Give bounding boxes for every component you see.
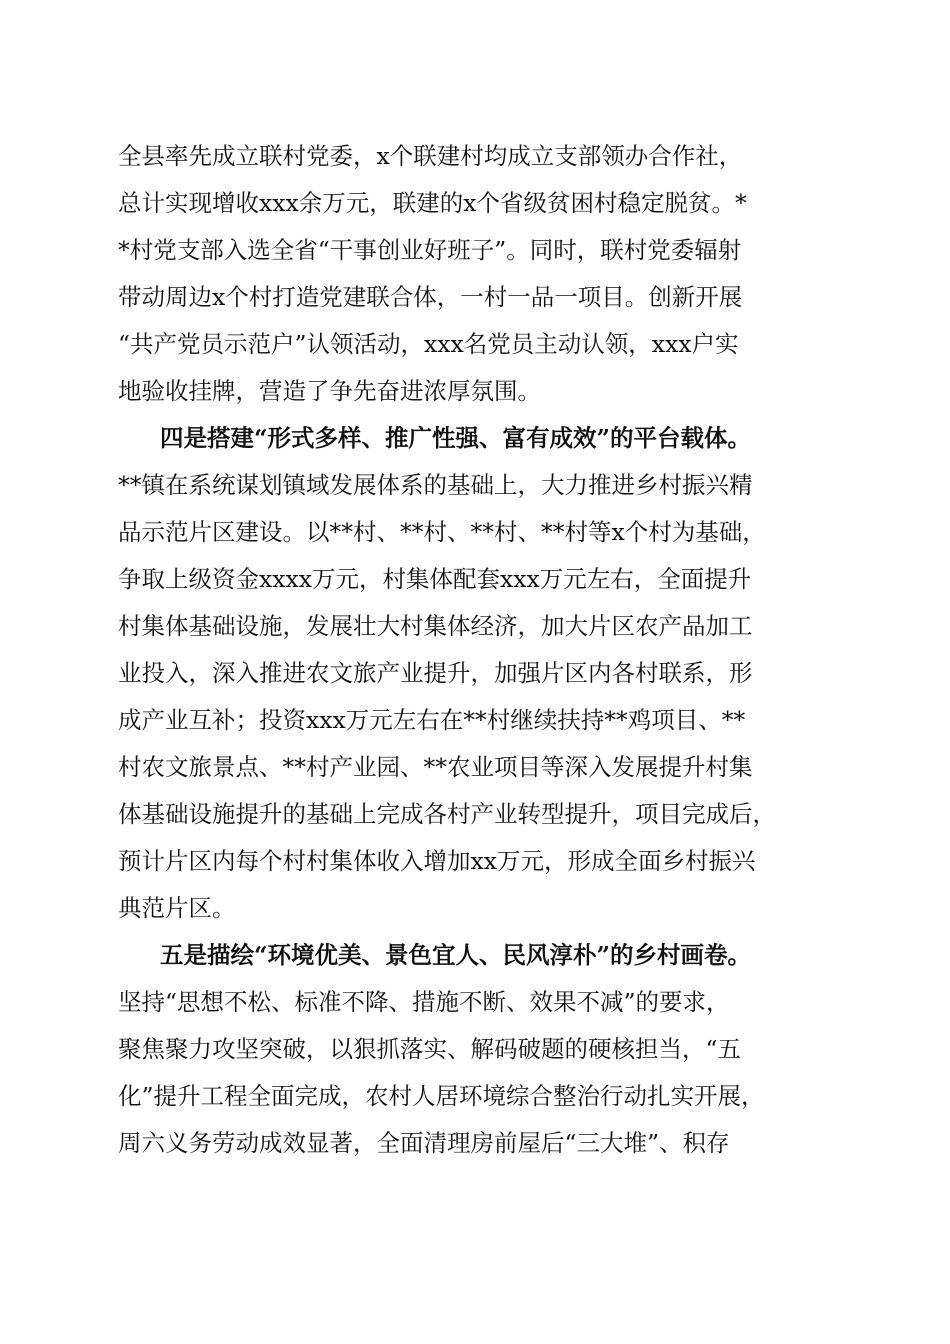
text-line: 品示范片区建设。以**村、**村、**村、**村等x个村为基础， (118, 518, 766, 546)
text-line: 预计片区内每个村村集体收入增加xx万元，形成全面乡村振兴 (118, 847, 756, 875)
text-line: 坚持“思想不松、标准不降、措施不断、效果不减”的要求， (118, 988, 730, 1016)
text-line: *村党支部入选全省“干事创业好班子”。同时，联村党委辐射 (118, 236, 742, 264)
text-line: 周六义务劳动成效显著，全面清理房前屋后“三大堆”、积存 (118, 1129, 730, 1157)
text-line: 典范片区。 (118, 894, 236, 922)
text-line: 争取上级资金xxxx万元，村集体配套xxx万元左右，全面提升 (118, 565, 752, 593)
section-heading-4: 四是搭建“形式多样、推广性强、富有成效”的平台载体。 (160, 424, 752, 452)
text-line: 地验收挂牌，营造了争先奋进浓厚氛围。 (118, 377, 541, 405)
text-line: 带动周边x个村打造党建联合体，一村一品一项目。创新开展 (118, 283, 743, 311)
text-line: **镇在系统谋划镇域发展体系的基础上，大力推进乡村振兴精 (118, 471, 753, 499)
text-line: 体基础设施提升的基础上完成各村产业转型提升，项目完成后， (118, 800, 776, 828)
text-line: 成产业互补；投资xxx万元左右在**村继续扶持**鸡项目、** (118, 706, 746, 734)
text-line: 聚焦聚力攻坚突破，以狠抓落实、解码破题的硬核担当，“五 (118, 1035, 742, 1063)
text-line: 村集体基础设施，发展壮大村集体经济，加大片区农产品加工 (118, 612, 753, 640)
text-line: 化”提升工程全面完成，农村人居环境综合整治行动扎实开展， (118, 1082, 765, 1110)
text-line: “共产党员示范户”认领活动，xxx名党员主动认领，xxx户实 (118, 330, 739, 358)
text-line: 村农文旅景点、**村产业园、**农业项目等深入发展提升村集 (118, 753, 753, 781)
section-heading-5: 五是描绘“环境优美、景色宜人、民风淳朴”的乡村画卷。 (160, 941, 752, 969)
text-line: 业投入，深入推进农文旅产业提升，加强片区内各村联系，形 (118, 659, 753, 687)
text-line: 全县率先成立联村党委，x个联建村均成立支部领办合作社， (118, 142, 743, 170)
text-line: 总计实现增收xxx余万元，联建的x个省级贫困村稳定脱贫。* (118, 189, 747, 217)
